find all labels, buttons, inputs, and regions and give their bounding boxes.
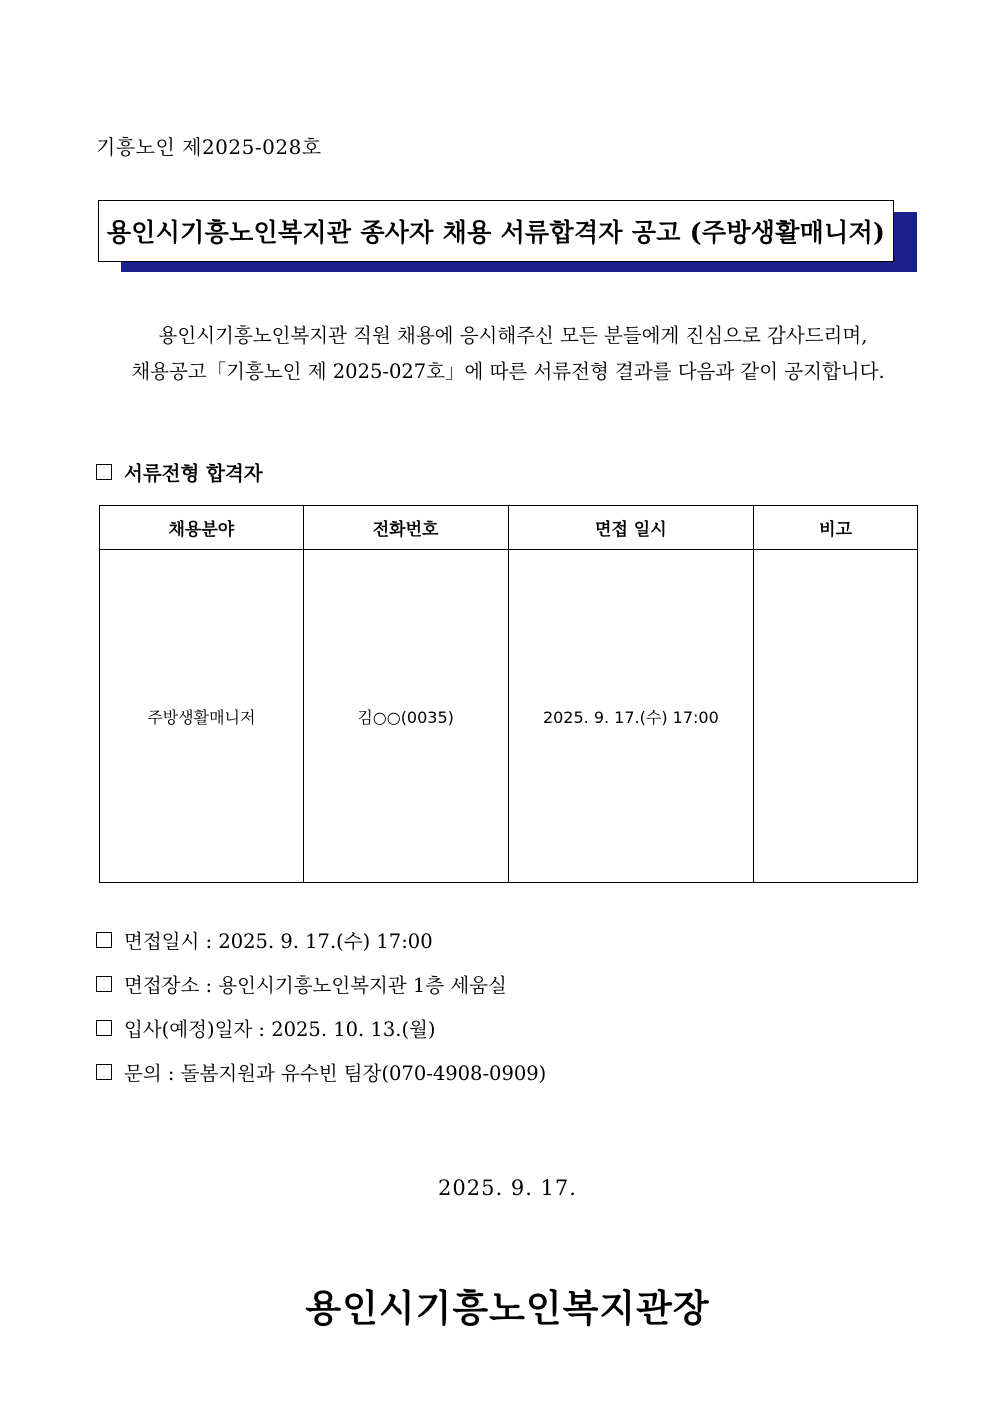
checkbox-icon xyxy=(96,976,112,992)
section-heading xyxy=(96,458,263,486)
checkbox-icon xyxy=(96,1020,112,1036)
checkbox-icon xyxy=(96,464,112,480)
notice-title: 용인시기흥노인복지관 종사자 채용 서류합격자 공고 (주방생활매니저) xyxy=(106,218,886,247)
checkbox-icon xyxy=(96,1064,112,1080)
info-item xyxy=(96,1058,546,1086)
info-item xyxy=(96,1014,436,1042)
cell-field: 주방생활매니저 xyxy=(100,550,304,883)
cell-interview-datetime: 2025. 9. 17.(수) 17:00 xyxy=(508,550,754,883)
info-start-date: 입사(예정)일자 : 2025. 10. 13.(월) xyxy=(124,1018,436,1041)
document-number: 기흥노인 제2025-028호 xyxy=(96,135,322,159)
issue-date: 2025. 9. 17. xyxy=(438,1176,577,1200)
table-row xyxy=(100,550,918,883)
info-interview-datetime: 면접일시 : 2025. 9. 17.(수) 17:00 xyxy=(124,930,433,953)
header-field: 채용분야 xyxy=(100,506,304,550)
header-remarks: 비고 xyxy=(754,506,918,550)
info-item xyxy=(96,970,507,998)
checkbox-icon xyxy=(96,932,112,948)
info-item xyxy=(96,926,433,954)
intro-line-1: 용인시기흥노인복지관 직원 채용에 응시해주신 모든 분들에게 진심으로 감사드리며, xyxy=(158,324,868,347)
info-contact: 문의 : 돌봄지원과 유수빈 팀장(070-4908-0909) xyxy=(124,1062,547,1085)
table-header-row xyxy=(100,506,918,550)
section-title: 서류전형 합격자 xyxy=(124,462,263,485)
cell-phone: 김○○(0035) xyxy=(303,550,508,883)
title-box xyxy=(98,200,894,262)
intro-paragraph xyxy=(98,318,918,390)
result-table xyxy=(99,505,918,883)
header-phone: 전화번호 xyxy=(303,506,508,550)
intro-line-2: 채용공고「기흥노인 제 2025-027호」에 따른 서류전형 결과를 다음과 같이 공지합니다. xyxy=(131,360,885,383)
info-interview-location: 면접장소 : 용인시기흥노인복지관 1층 세움실 xyxy=(124,974,507,997)
header-interview-datetime: 면접 일시 xyxy=(508,506,754,550)
cell-remarks xyxy=(754,550,918,883)
signer-name: 용인시기흥노인복지관장 xyxy=(305,1286,710,1330)
